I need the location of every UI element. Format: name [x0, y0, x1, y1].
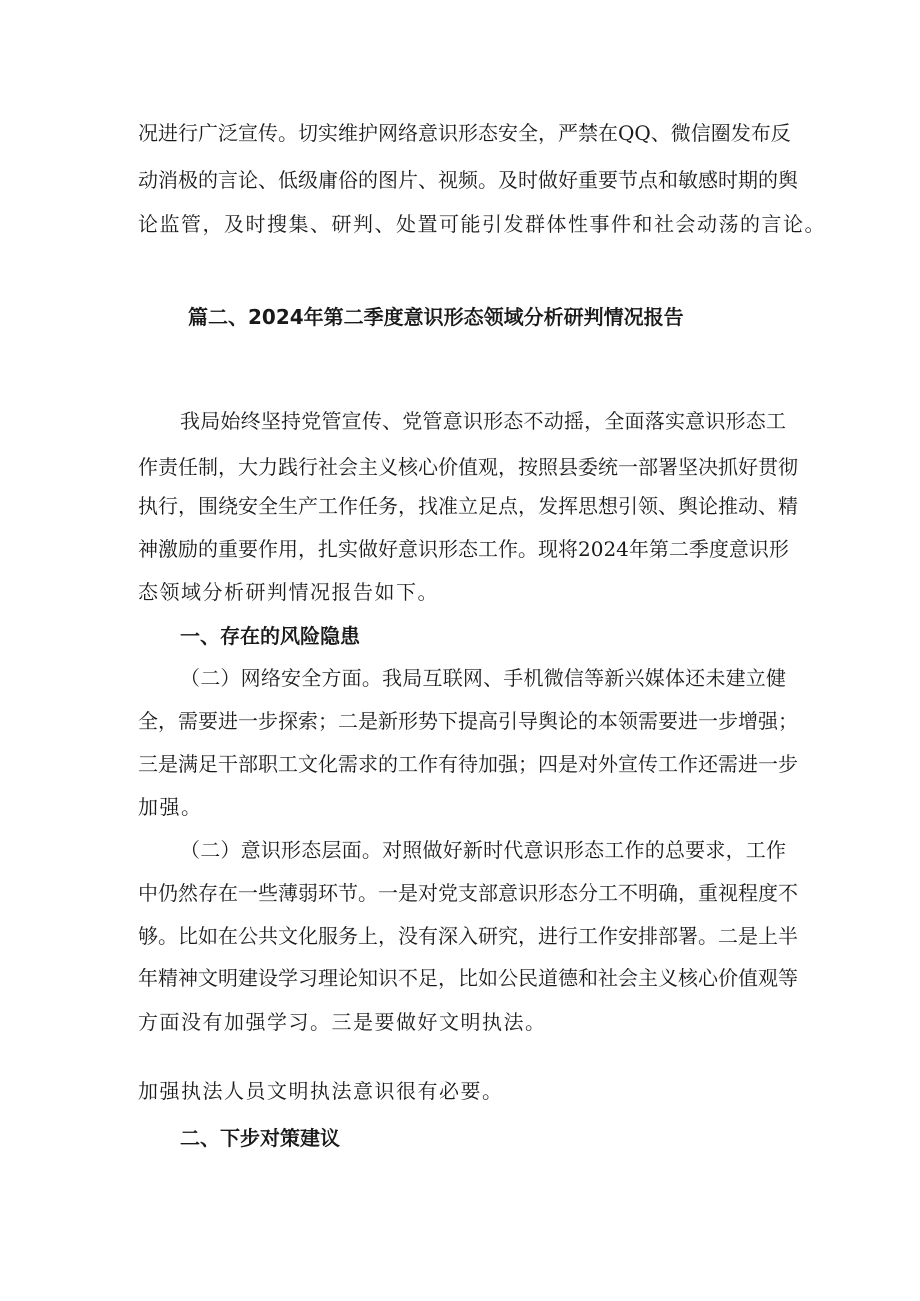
para2-line-4: 加强。	[138, 795, 203, 819]
para1-line-3: 执行，围绕安全生产工作任务，找准立足点，发挥思想引领、舆论推动、精	[138, 494, 798, 518]
para1-line-5: 态领域分析研判情况报告如下。	[138, 580, 439, 604]
para2-line-1: （二）网络安全方面。我局互联网、手机微信等新兴媒体还未建立健	[180, 666, 786, 690]
intro-line-1: 况进行广泛宣传。切实维护网络意识形态安全，严禁在QQ、微信圈发布反	[138, 121, 791, 145]
intro-line-2: 动消极的言论、低级庸俗的图片、视频。及时做好重要节点和敏感时期的舆	[138, 168, 798, 192]
para3-line-4: 年精神文明建设学习理论知识不足，比如公民道德和社会主义核心价值观等	[138, 966, 798, 990]
para4-line-1: 加强执法人员文明执法意识很有必要。	[138, 1079, 504, 1103]
para1-line-4: 神激励的重要作用，扎实做好意识形态工作。现将2024年第二季度意识形	[138, 537, 789, 561]
para3-line-1: （二）意识形态层面。对照做好新时代意识形态工作的总要求，工作	[180, 838, 786, 862]
para2-line-3: 三是满足干部职工文化需求的工作有待加强；四是对外宣传工作还需进一步	[138, 752, 798, 776]
para1-line-1: 我局始终坚持党管宣传、党管意识形态不动摇，全面落实意识形态工	[180, 409, 786, 433]
para3-line-5: 方面没有加强学习。三是要做好文明执法。	[138, 1010, 547, 1034]
para3-line-3: 够。比如在公共文化服务上，没有深入研究，进行工作安排部署。二是上半	[138, 924, 798, 948]
para2-line-2: 全，需要进一步探索；二是新形势下提高引导舆论的本领需要进一步增强；	[138, 709, 798, 733]
section1-heading: 一、存在的风险隐患	[180, 624, 360, 648]
section2-heading: 二、下步对策建议	[180, 1126, 340, 1150]
article-title: 篇二、2024年第二季度意识形态领域分析研判情况报告	[188, 305, 684, 329]
intro-line-3: 论监管，及时搜集、研判、处置可能引发群体性事件和社会动荡的言论。	[138, 212, 826, 236]
para3-line-2: 中仍然存在一些薄弱环节。一是对党支部意识形态分工不明确，重视程度不	[138, 881, 798, 905]
para1-line-2: 作责任制，大力践行社会主义核心价值观，按照县委统一部署坚决抓好贯彻	[138, 455, 798, 479]
